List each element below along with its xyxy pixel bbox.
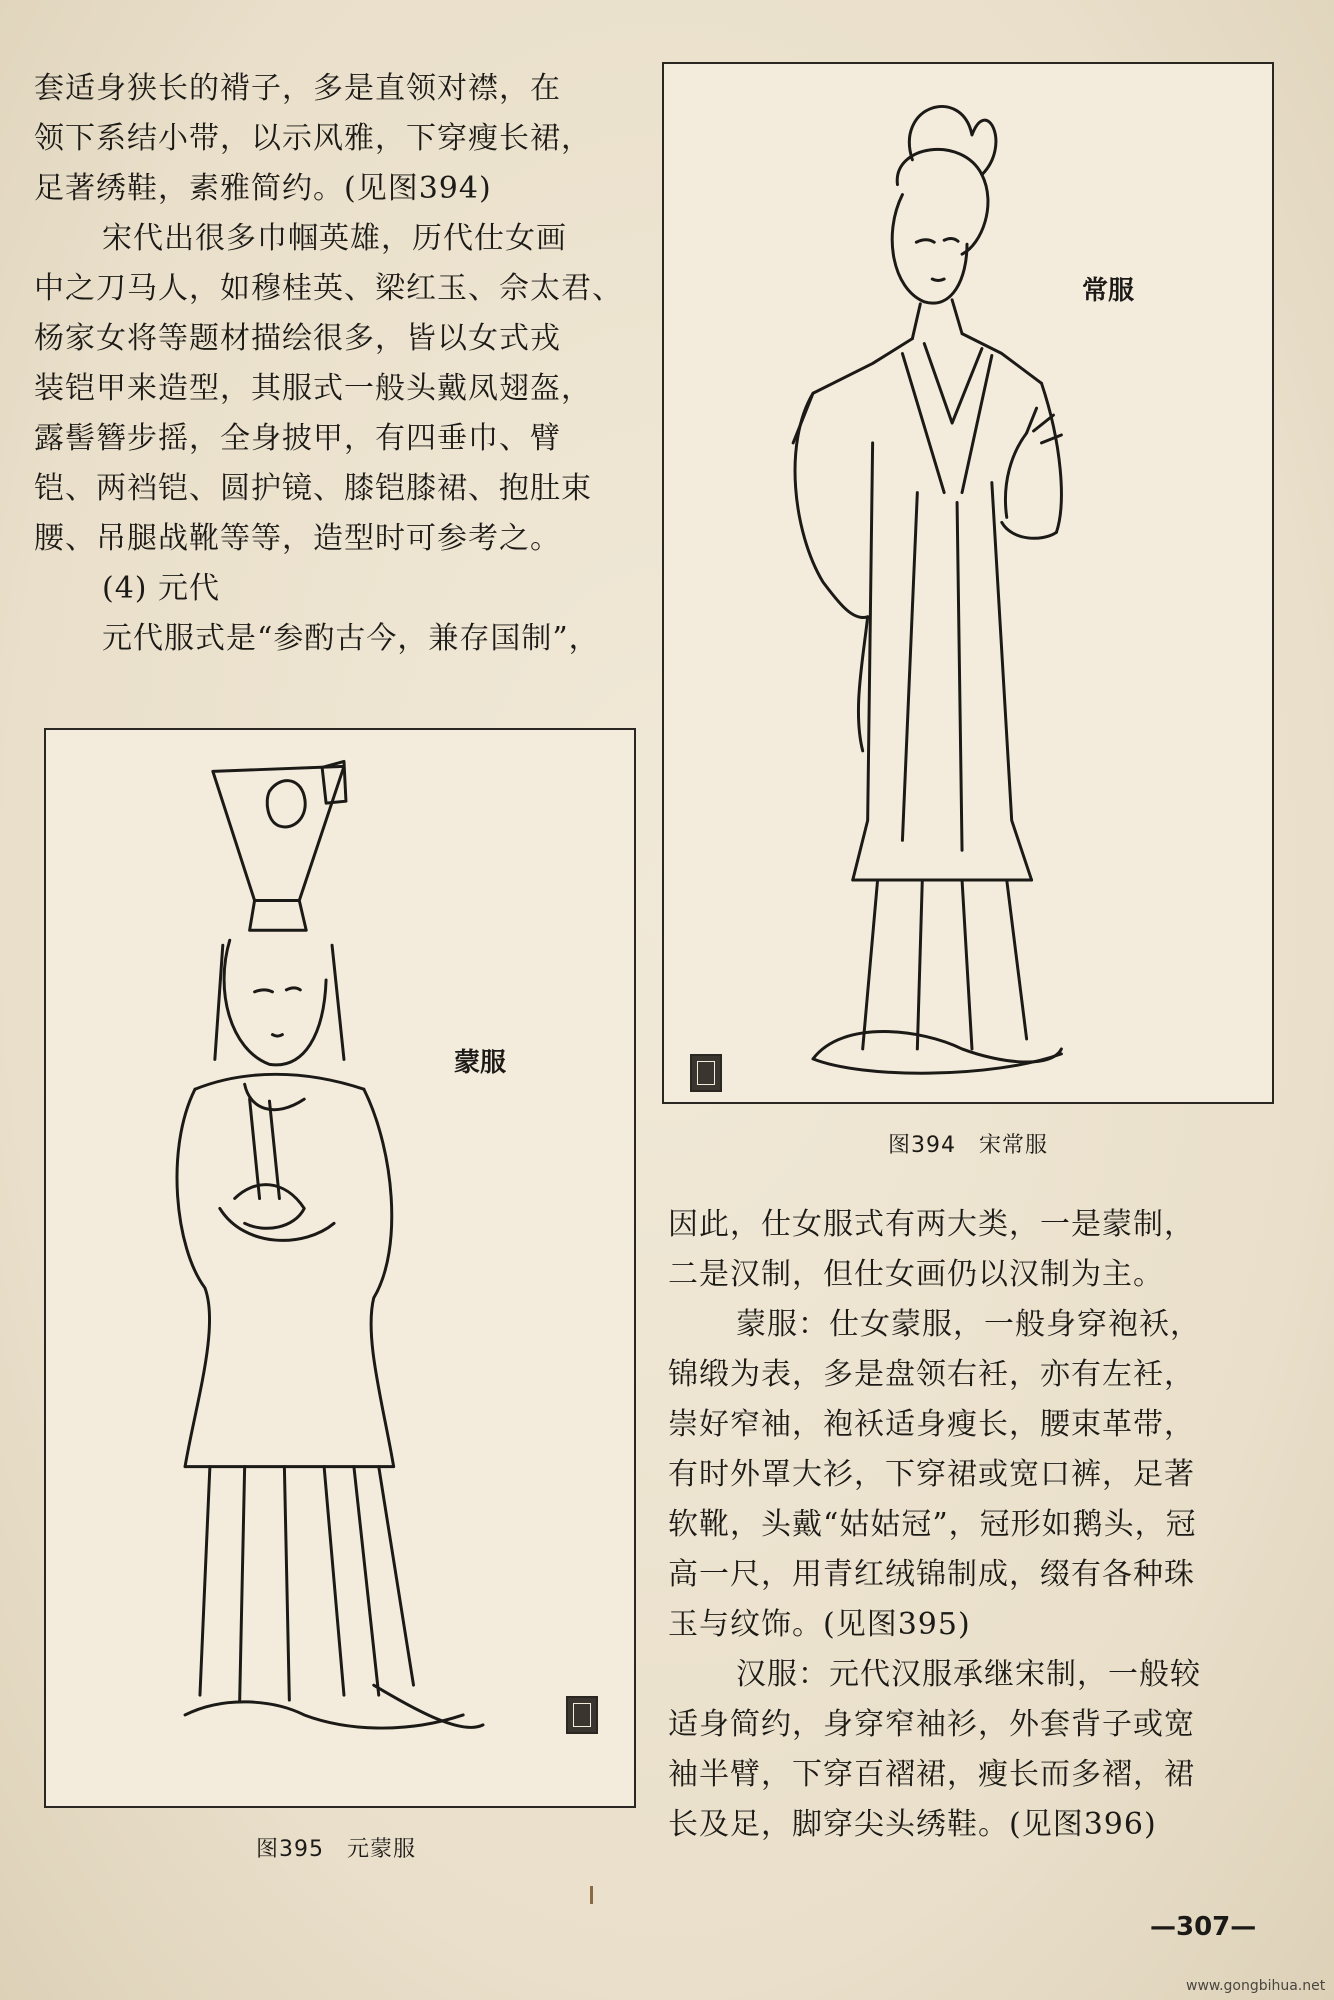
text-line: 长及足，脚穿尖头绣鞋。(见图396): [668, 1807, 1157, 1842]
right-column-text: [668, 1200, 1308, 1850]
text-line: 因此，仕女服式有两大类，一是蒙制，: [668, 1207, 1195, 1242]
text-line: 二是汉制，但仕女画仍以汉制为主。: [668, 1257, 1164, 1292]
page-number: —307—: [1150, 1912, 1257, 1942]
text-line: 腰、吊腿战靴等等，造型时可参考之。: [34, 521, 561, 556]
text-line: 铠、两裆铠、圆护镜、膝铠膝裙、抱肚束: [34, 471, 592, 506]
text-line: 崇好窄袖，袍袄适身瘦长，腰束革带，: [668, 1407, 1195, 1442]
text-line: 元代服式是“参酌古今，兼存国制”，: [102, 621, 600, 656]
figure-394-label: 常服: [1082, 276, 1135, 306]
left-column-text: [34, 64, 654, 664]
text-line: 宋代出很多巾帼英雄，历代仕女画: [102, 221, 567, 256]
text-line: 领下系结小带，以示风雅，下穿瘦长裙，: [34, 121, 592, 156]
text-line: 软靴，头戴“姑姑冠”，冠形如鹅头，冠: [668, 1507, 1197, 1542]
text-line: 锦缎为表，多是盘领右衽，亦有左衽，: [668, 1357, 1195, 1392]
figure-394-caption: 图394 宋常服: [888, 1133, 1048, 1158]
watermark-text: www.gongbihua.net: [1186, 1978, 1326, 1994]
figure-395-frame: [44, 728, 636, 1808]
artist-seal-icon: [566, 1696, 598, 1734]
print-mark: [590, 1886, 593, 1904]
figure-394-frame: [662, 62, 1274, 1104]
figure-395-label: 蒙服: [454, 1048, 507, 1078]
text-line: 有时外罩大衫，下穿裙或宽口裤，足著: [668, 1457, 1195, 1492]
text-line: 露髻簪步摇，全身披甲，有四垂巾、臂: [34, 421, 561, 456]
figure-395-caption: 图395 元蒙服: [256, 1837, 416, 1862]
text-line: 玉与纹饰。(见图395): [668, 1607, 971, 1642]
section-heading: (4) 元代: [102, 571, 221, 606]
text-line: 蒙服：仕女蒙服，一般身穿袍袄，: [736, 1307, 1201, 1342]
song-lady-illustration: [664, 64, 1272, 1102]
text-line: 高一尺，用青红绒锦制成，缀有各种珠: [668, 1557, 1195, 1592]
text-line: 适身简约，身穿窄袖衫，外套背子或宽: [668, 1707, 1195, 1742]
text-line: 袖半臂，下穿百褶裙，瘦长而多褶，裙: [668, 1757, 1195, 1792]
yuan-lady-illustration: [46, 730, 634, 1806]
text-line: 套适身狭长的褙子，多是直领对襟，在: [34, 71, 561, 106]
text-line: 汉服：元代汉服承继宋制，一般较: [736, 1657, 1201, 1692]
text-line: 杨家女将等题材描绘很多，皆以女式戎: [34, 321, 561, 356]
text-line: 足著绣鞋，素雅简约。(见图394): [34, 171, 492, 206]
artist-seal-icon: [690, 1054, 722, 1092]
text-line: 装铠甲来造型，其服式一般头戴凤翅盔，: [34, 371, 592, 406]
text-line: 中之刀马人，如穆桂英、梁红玉、佘太君、: [34, 271, 623, 306]
